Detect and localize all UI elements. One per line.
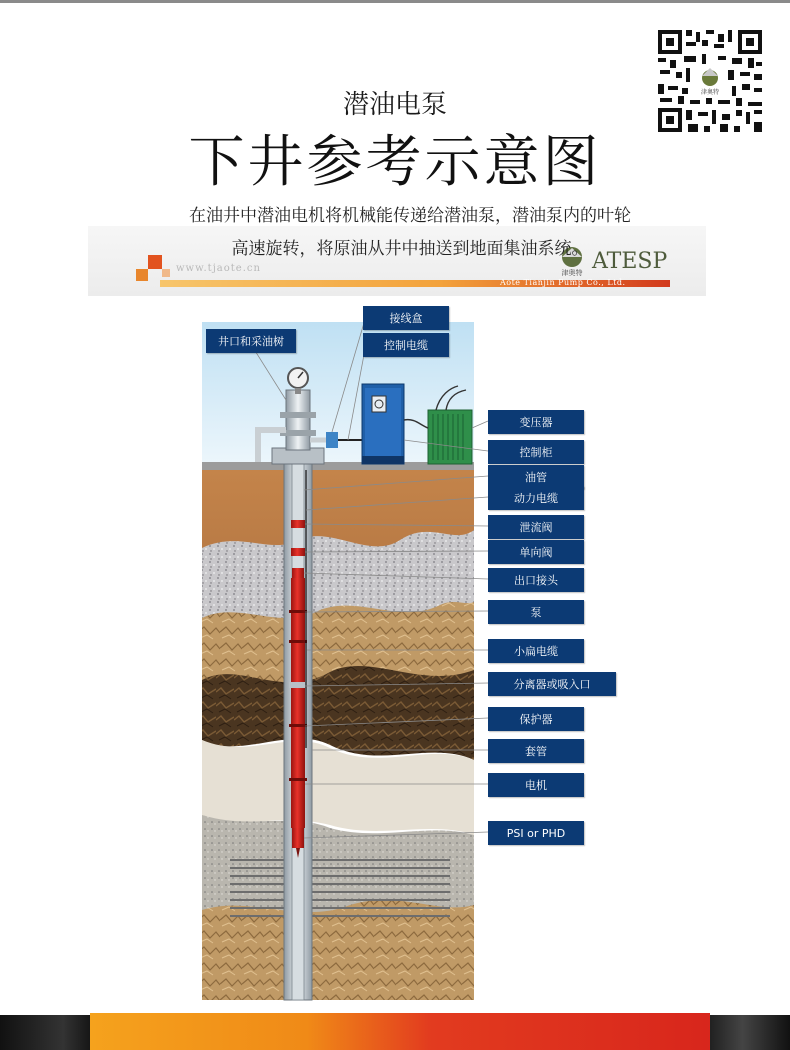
- page-title: 下井参考示意图: [188, 130, 602, 195]
- check-valve: [291, 548, 305, 556]
- clay-layer: [202, 740, 474, 835]
- label-protector: 保护器: [488, 707, 584, 731]
- label-power-cable: 动力电缆: [488, 486, 584, 510]
- brand-logo-text: ATESP: [592, 249, 668, 274]
- svg-text:津奥特: 津奥特: [561, 269, 583, 277]
- psi-sensor: [292, 828, 304, 848]
- oil-bearing-layer: [202, 666, 474, 760]
- label-tubing: 油管: [488, 465, 584, 489]
- label-control-cabinet: 控制柜: [488, 440, 584, 464]
- page-subtitle: 潜油电泵: [342, 90, 447, 120]
- label-control-cable: 控制电缆: [363, 333, 449, 357]
- pump-section: [291, 578, 305, 668]
- website-text: www.tjaote.cn: [176, 263, 261, 274]
- junction-box-valve-icon: [326, 432, 338, 448]
- protector: [291, 708, 305, 748]
- motor: [291, 748, 305, 828]
- qr-seal-text: 津奥特: [700, 89, 720, 96]
- label-drain-valve: 泄流阀: [488, 515, 584, 539]
- description-line-2: 高速旋转，将原油从井中抽送到地面集油系统。: [231, 239, 589, 259]
- transformer: [428, 410, 472, 464]
- discharge-head: [292, 568, 304, 578]
- label-motor: 电机: [488, 773, 584, 797]
- label-psi-phd: PSI or PHD: [488, 821, 584, 845]
- label-discharge-head: 出口接头: [488, 568, 584, 592]
- drain-valve: [291, 520, 305, 528]
- bottom-accent-bar: [90, 1013, 710, 1050]
- description-line-1: 在油井中潜油电机将机械能传递给潜油泵，潜油泵内的叶轮: [189, 206, 631, 226]
- label-transformer: 变压器: [488, 410, 584, 434]
- label-check-valve: 单向阀: [488, 540, 584, 564]
- label-wellhead: 井口和采油树: [206, 329, 296, 353]
- label-junction-box: 接线盒: [363, 306, 449, 330]
- company-name: Aote Tianjin Pump Co., Ltd.: [500, 278, 626, 287]
- label-flat-cable: 小扁电缆: [488, 639, 584, 663]
- label-separator-intake: 分离器或吸入口: [488, 672, 616, 696]
- label-pump: 泵: [488, 600, 584, 624]
- christmas-tree: [286, 390, 310, 450]
- label-casing: 套管: [488, 739, 584, 763]
